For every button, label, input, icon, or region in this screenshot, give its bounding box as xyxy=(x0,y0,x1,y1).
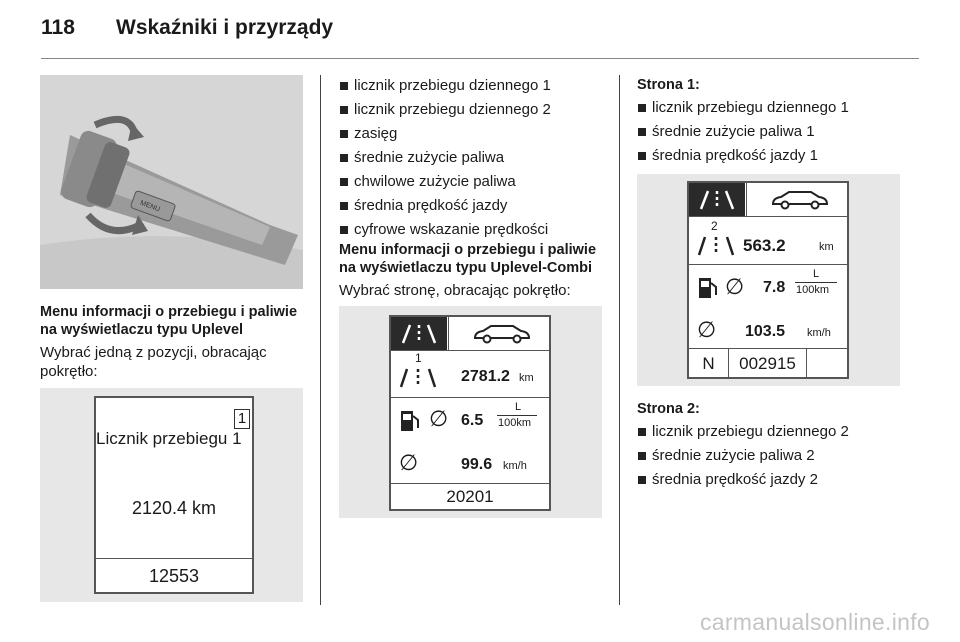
paragraph: Wybrać jedną z pozycji, obracając pokrętło: xyxy=(40,344,267,380)
trip-row xyxy=(391,350,549,397)
col2-text xyxy=(339,76,614,300)
list-item: chwilowe zużycie paliwa xyxy=(339,172,614,191)
consumption-unit-top: L xyxy=(515,401,522,413)
consumption-row xyxy=(689,264,847,311)
car-tab xyxy=(448,317,551,350)
uplevel-combi-display xyxy=(389,315,551,511)
fraction-line xyxy=(497,415,537,416)
list-item: średnie zużycie paliwa 1 xyxy=(637,122,917,141)
trip-row xyxy=(689,216,847,264)
road-tab xyxy=(689,183,745,216)
list-item: cyfrowe wskazanie prędkości xyxy=(339,220,614,239)
speed-row xyxy=(689,311,847,349)
stalk-menu-label: MENU xyxy=(139,199,161,214)
consumption-row xyxy=(391,397,549,444)
average-speed: 99.6 xyxy=(461,456,493,473)
stalk-photo xyxy=(40,75,303,289)
odometer: 20201 xyxy=(391,483,549,511)
consumption-unit-top: L xyxy=(813,268,820,280)
road-icon xyxy=(689,183,745,216)
trip-number: 1 xyxy=(415,351,422,365)
list-item: średnie zużycie paliwa 2 xyxy=(637,446,917,465)
page1-list xyxy=(637,98,917,165)
odometer: 12553 xyxy=(96,558,252,594)
trip-distance: 563.2 xyxy=(743,236,786,255)
page-header xyxy=(41,16,333,50)
uplevel-display-panel xyxy=(40,388,303,602)
average-icon: ∅ xyxy=(697,317,717,342)
car-tab xyxy=(746,183,849,216)
average-speed: 103.5 xyxy=(745,323,786,340)
column-divider xyxy=(619,75,620,605)
list-item: średnia prędkość jazdy 2 xyxy=(637,470,917,489)
list-item: średnia prędkość jazdy 1 xyxy=(637,146,917,165)
trip-number: 2 xyxy=(711,219,718,233)
uplevel-combi-display-panel xyxy=(339,306,602,518)
page1-heading: Strona 1: xyxy=(637,77,700,93)
consumption-unit-bottom: 100km xyxy=(498,417,532,429)
odometer: 002915 xyxy=(729,349,807,378)
uplevel-combi-display-panel-2 xyxy=(637,174,900,386)
uplevel-display xyxy=(94,396,254,594)
road-icon xyxy=(397,367,441,389)
paragraph: Wybrać stronę, obracając pokrętło: xyxy=(339,282,571,299)
col3-bottom-text xyxy=(637,400,917,494)
page2-list xyxy=(637,422,917,489)
col3-top-text xyxy=(637,76,917,170)
speed-unit: km/h xyxy=(807,327,831,339)
chapter-title: Wskaźniki i przyrządy xyxy=(116,16,334,39)
uplevel-combi-display-2 xyxy=(687,181,849,379)
display-title: Licznik przebiegu 1 xyxy=(96,429,242,448)
average-icon: ∅ xyxy=(399,450,419,475)
page-indicator: 1 xyxy=(234,409,250,429)
trip-value: 2120.4 km xyxy=(131,498,217,518)
gear-indicator: N xyxy=(689,349,729,378)
list-item: zasięg xyxy=(339,124,614,143)
list-item: średnia prędkość jazdy xyxy=(339,196,614,215)
page-number: 118 xyxy=(41,16,75,39)
average-icon: ∅ xyxy=(429,406,449,431)
fuel-pump-icon xyxy=(399,408,421,434)
page2-heading: Strona 2: xyxy=(637,401,700,417)
distance-unit: km xyxy=(519,372,534,384)
list-item: licznik przebiegu dziennego 1 xyxy=(637,98,917,117)
list-item: licznik przebiegu dziennego 1 xyxy=(339,76,614,95)
header-rule xyxy=(41,58,919,59)
speed-row xyxy=(391,444,549,484)
consumption-value: 6.5 xyxy=(461,412,484,429)
road-icon xyxy=(391,317,447,350)
menu-items-list xyxy=(339,76,614,239)
section-heading: Menu informacji o przebiegu i paliwie na wyświetlaczu typu Uplevel xyxy=(40,304,298,338)
average-icon: ∅ xyxy=(725,274,745,299)
car-icon xyxy=(747,183,850,216)
list-item: średnie zużycie paliwa xyxy=(339,148,614,167)
list-item: licznik przebiegu dziennego 2 xyxy=(637,422,917,441)
watermark: carmanualsonline.info xyxy=(699,609,930,635)
section-heading: Menu informacji o przebiegu i paliwie na wyświetlaczu typu Uplevel-Combi xyxy=(339,242,597,276)
speed-unit: km/h xyxy=(503,460,527,472)
list-item: licznik przebiegu dziennego 2 xyxy=(339,100,614,119)
column-divider xyxy=(320,75,321,605)
road-tab xyxy=(391,317,447,350)
road-icon xyxy=(695,235,739,257)
consumption-unit-bottom: 100km xyxy=(796,284,830,296)
col1-text xyxy=(40,303,305,381)
distance-unit: km xyxy=(819,241,834,253)
car-icon xyxy=(449,317,552,350)
fraction-line xyxy=(795,282,837,283)
bottom-row xyxy=(689,348,847,379)
consumption-value: 7.8 xyxy=(763,279,786,296)
fuel-pump-icon xyxy=(697,275,719,301)
turn-signal-stalk-illustration xyxy=(40,75,303,289)
trip-distance: 2781.2 xyxy=(461,368,510,385)
